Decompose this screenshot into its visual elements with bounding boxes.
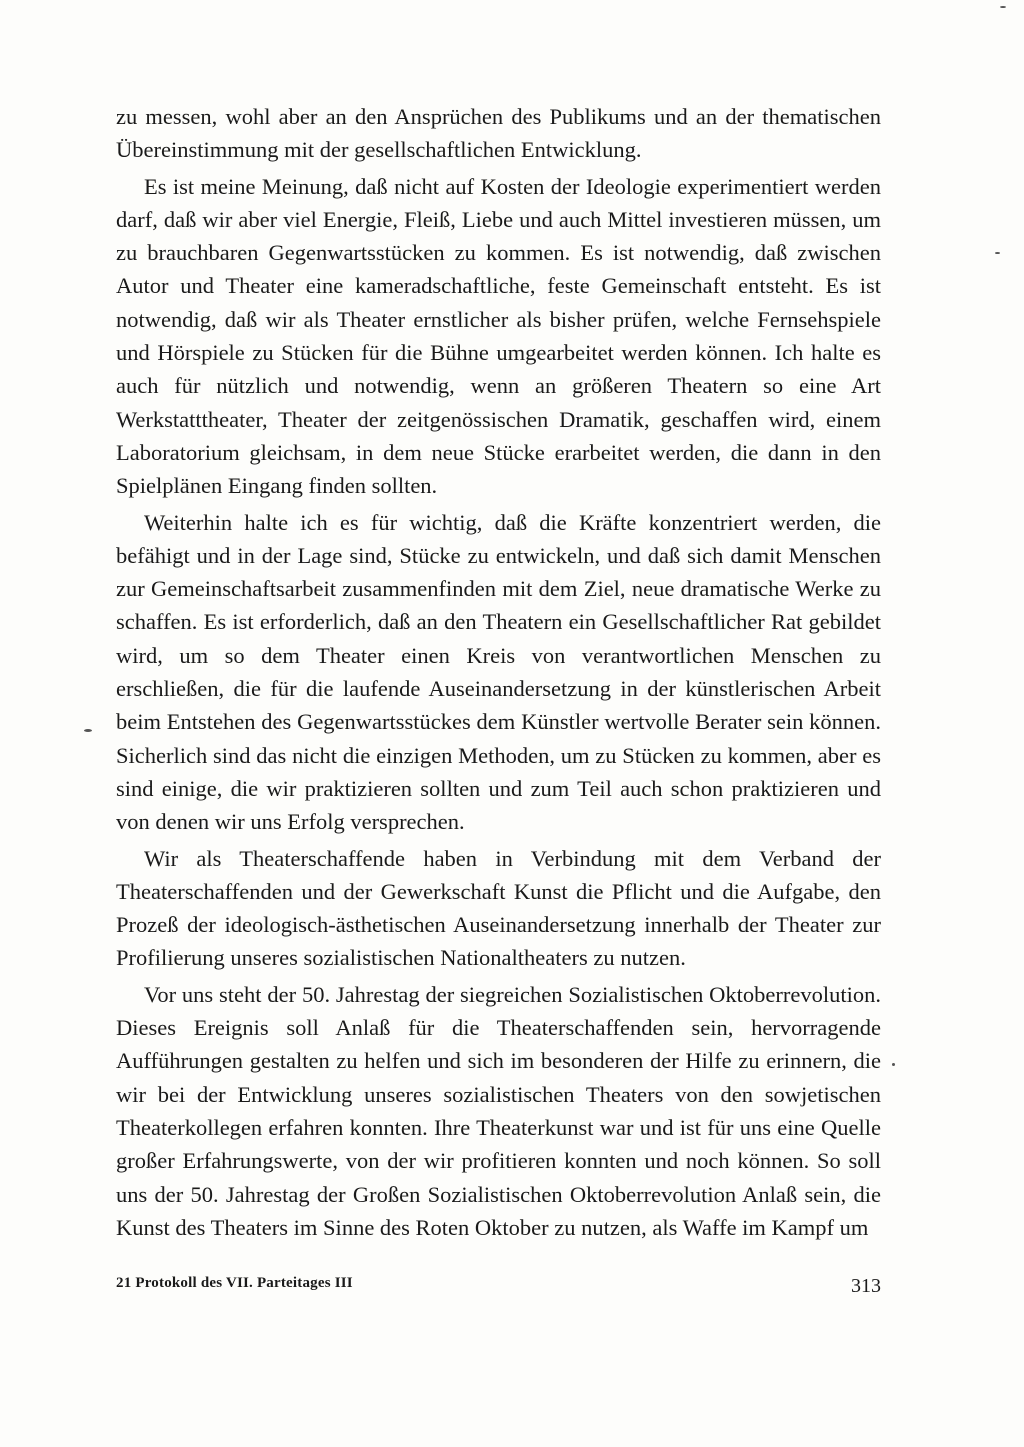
scan-speck [892, 1063, 895, 1066]
paragraph: Weiterhin halte ich es für wichtig, daß die Kräfte konzentriert werden, die befähigt und in der Lage sind, Stücke zu entwickeln, und daß sich damit Menschen zur Gemeinschaftsarbeit zusammenfinden mit dem Ziel, neue dramatische Werke zu schaffen. Es ist erforderlich, daß an den Theatern ein Gesellschaftlicher Rat gebildet wird, um so dem Theater einen Kreis von verantwortlichen Menschen zu erschließen, die für die laufende Auseinandersetzung in der künstlerischen Arbeit beim Entstehen des Gegenwartsstückes dem Künstler wertvolle Berater sein können. Sicherlich sind das nicht die einzigen Methoden, um zu Stücken zu kommen, aber es sind einige, die wir praktizieren sollten und zum Teil auch schon praktizieren und von denen wir uns Erfolg versprechen. [116, 509, 881, 835]
page-footer [116, 1275, 881, 1305]
body-text [116, 100, 881, 1247]
scan-speck [1000, 6, 1006, 8]
paragraph: Es ist meine Meinung, daß nicht auf Kosten der Ideologie experimentiert werden darf, daß wir aber viel Energie, Fleiß, Liebe und auch Mittel investieren müssen, um zu brauchbaren Gegenwartsstücken zu kommen. Es ist notwendig, daß zwischen Autor und Theater eine kameradschaftliche, feste Gemeinschaft entsteht. Es ist notwendig, daß wir als Theater ernstlicher als bisher prüfen, welche Fernsehspiele und Hörspiele zu Stücken für die Bühne umgearbeitet werden können. Ich halte es auch für nützlich und notwendig, wenn an größeren Theatern so eine Art Werkstatttheater, Theater der zeitgenössischen Dramatik, geschaffen wird, einem Laboratorium gleichsam, in dem neue Stücke erarbeitet werden, die dann in den Spielplänen Eingang finden sollten. [116, 173, 881, 499]
scan-speck [995, 252, 1000, 254]
footer-signature-note: 21 Protokoll des VII. Parteitages III [116, 1275, 353, 1291]
paragraph: zu messen, wohl aber an den Ansprüchen des Publikums und an der thematischen Übereinstimmung mit der gesellschaftlichen Entwicklung. [116, 104, 881, 163]
page-number: 313 [851, 1275, 881, 1297]
paragraph: Vor uns steht der 50. Jahrestag der siegreichen Sozialistischen Oktoberrevolution. Dieses Ereignis soll Anlaß für die Theaterschaffenden sein, hervorragende Aufführungen gestalten zu helfen und sich im besonderen der Hilfe zu erinnern, die wir bei der Entwicklung unseres sozialistischen Theaters von den sowjetischen Theaterkollegen erfahren konnten. Ihre Theaterkunst war und ist für uns eine Quelle großer Erfahrungswerte, von der wir profitieren konnten und noch können. So soll uns der 50. Jahrestag der Großen Sozialistischen Oktoberrevolution Anlaß sein, die Kunst des Theaters im Sinne des Roten Oktober zu nutzen, als Waffe im Kampf um [116, 981, 881, 1240]
scan-speck [84, 729, 92, 732]
paragraph: Wir als Theaterschaffende haben in Verbindung mit dem Verband der Theaterschaffenden und der Gewerkschaft Kunst die Pflicht und die Aufgabe, den Prozeß der ideologisch-ästhetischen Auseinandersetzung innerhalb der Theater zur Profilierung unseres sozialistischen Nationaltheaters zu nutzen. [116, 845, 881, 971]
